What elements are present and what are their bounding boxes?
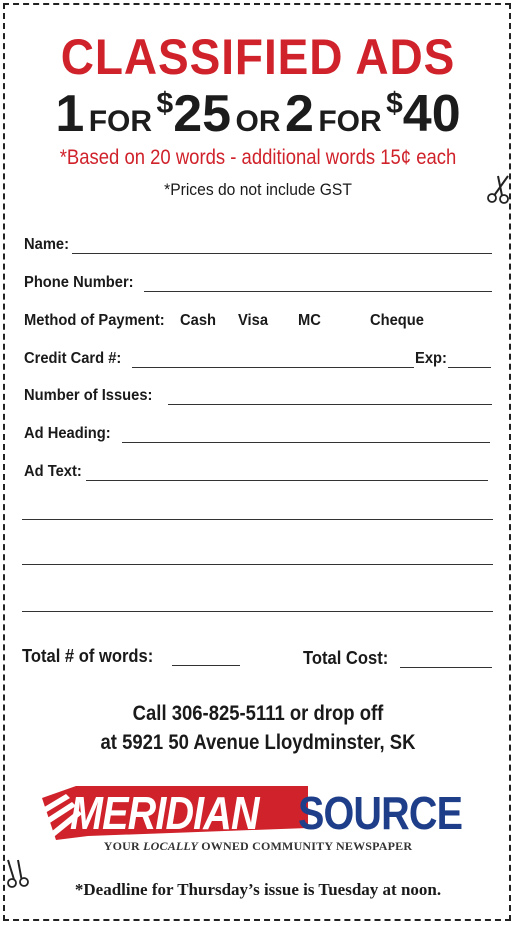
payment-option-cheque[interactable]: Cheque	[370, 312, 424, 329]
offer-price-2: 40	[402, 85, 461, 143]
offer-quantity-two: 2	[284, 85, 314, 143]
page-title: CLASSIFIED ADS	[60, 29, 456, 85]
tagline-post: OWNED COMMUNITY NEWSPAPER	[198, 839, 413, 853]
ad-text-label: Ad Text:	[24, 463, 82, 480]
offer-quantity-one: 1	[55, 85, 85, 143]
tagline-pre: YOUR	[103, 839, 144, 853]
contact-address: at 5921 50 Avenue Lloydminster, SK	[100, 731, 416, 754]
total-words-label: Total # of words:	[22, 646, 154, 666]
tagline-emphasis: LOCALLY	[143, 839, 199, 853]
offer-price-1: 25	[173, 85, 232, 143]
offer-for-2: FOR	[318, 105, 382, 138]
scissors-icon	[484, 174, 514, 204]
ad-text-line-2[interactable]	[22, 519, 493, 520]
price-offer	[0, 84, 516, 144]
issues-label: Number of Issues:	[24, 387, 153, 404]
exp-field-line[interactable]	[448, 367, 491, 368]
exp-label: Exp:	[415, 350, 447, 367]
total-cost-label: Total Cost:	[303, 648, 389, 668]
ad-heading-label: Ad Heading:	[24, 425, 111, 442]
offer-for-1: FOR	[88, 105, 153, 138]
name-label: Name:	[24, 236, 69, 253]
ad-text-field-line[interactable]	[86, 480, 488, 481]
issues-field-line[interactable]	[168, 404, 492, 405]
meridian-source-logo	[36, 784, 486, 842]
credit-card-field-line[interactable]	[132, 367, 414, 368]
offer-dollar-1: $	[156, 87, 174, 120]
offer-dollar-2: $	[386, 87, 403, 120]
phone-field-line[interactable]	[144, 291, 492, 292]
contact-phone: Call 306-825-5111 or drop off	[132, 702, 384, 725]
ad-text-line-4[interactable]	[22, 611, 493, 612]
logo-source-text: SOURCE	[298, 787, 463, 839]
credit-card-label: Credit Card #:	[24, 350, 122, 367]
deadline-note: *Deadline for Thursday’s issue is Tuesday at noon.	[74, 880, 442, 899]
ad-heading-field-line[interactable]	[122, 442, 490, 443]
total-words-field-line[interactable]	[172, 665, 240, 666]
payment-option-mc[interactable]: MC	[298, 312, 321, 329]
logo-meridian-text: MERIDIAN	[70, 787, 259, 839]
payment-option-visa[interactable]: Visa	[238, 312, 269, 329]
logo-tagline	[0, 839, 516, 854]
ad-text-line-3[interactable]	[22, 564, 493, 565]
name-field-line[interactable]	[72, 253, 492, 254]
phone-label: Phone Number:	[24, 274, 134, 291]
payment-label: Method of Payment:	[24, 312, 165, 329]
offer-or: OR	[235, 105, 281, 138]
payment-option-cash[interactable]: Cash	[180, 312, 216, 329]
word-rate-note: *Based on 20 words - additional words 15¢ each	[59, 146, 457, 169]
total-cost-field-line[interactable]	[400, 667, 492, 668]
gst-note: *Prices do not include GST	[164, 180, 352, 199]
